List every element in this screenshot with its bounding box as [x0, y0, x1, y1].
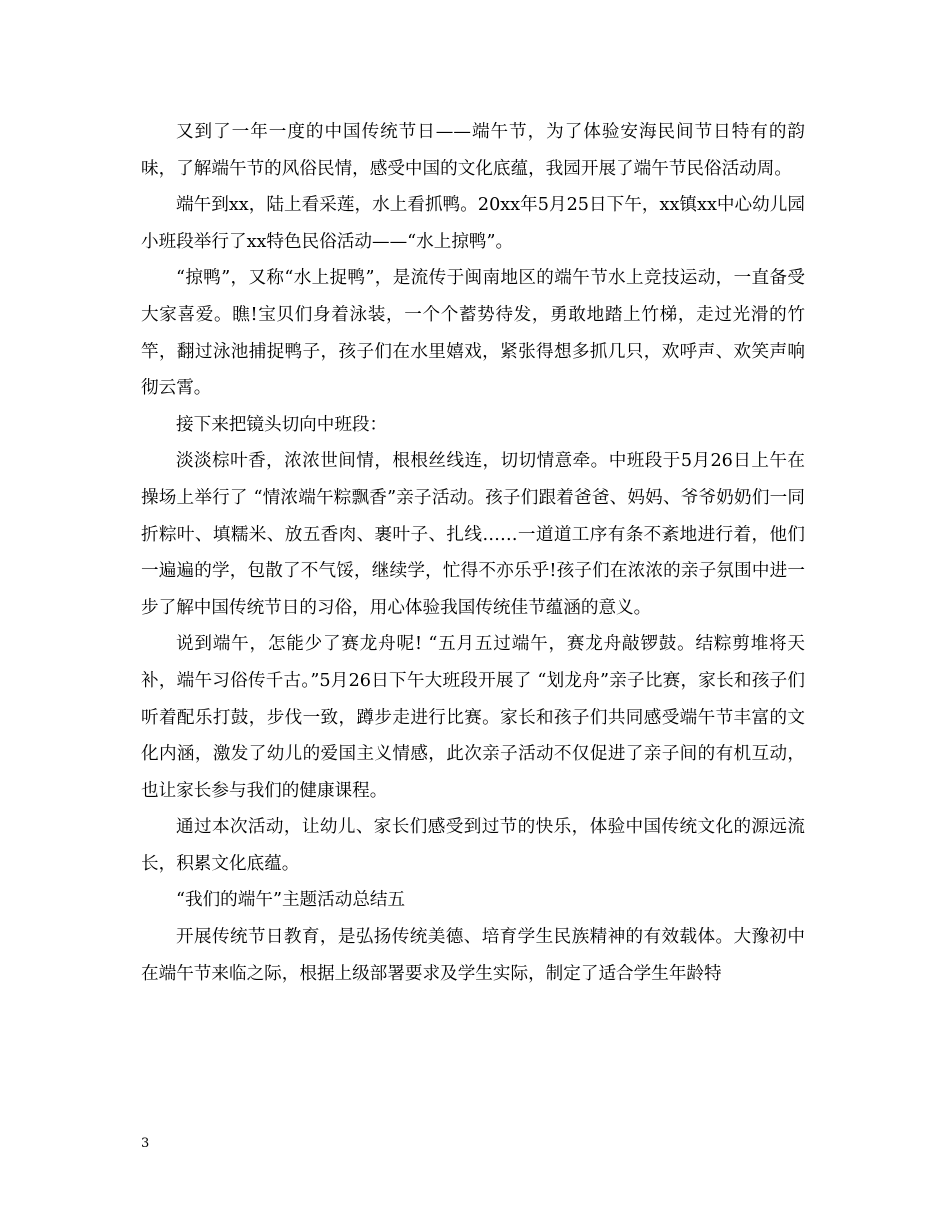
document-body: [141, 114, 805, 992]
paragraph-intro: 又到了一年一度的中国传统节日——端午节，为了体验安海民间节日特有的韵味，了解端午节的风俗民情，感受中国的文化底蕴，我园开展了端午节民俗活动周。: [141, 122, 805, 179]
paragraph-conclusion: 通过本次活动，让幼儿、家长们感受到过节的快乐，体验中国传统文化的源远流长，积累文化底蕴。: [141, 817, 805, 874]
paragraph-middle-class: 淡淡棕叶香，浓浓世间情，根根丝线连，切切情意牵。中班段于5月26日上午在操场上举行了 “情浓端午粽飘香”亲子活动。孩子们跟着爸爸、妈妈、爷爷奶奶们一同折粽叶、填糯米、放五香肉、裹叶子、扎线……一道道工序有条不紊地进行着，他们一遍遍的学，包散了不气馁，继续学，忙得不亦乐乎!孩子们在浓浓的亲子氛围中进一步了解中国传统节日的习俗，用心体验我国传统佳节蕴涵的意义。: [141, 451, 805, 618]
paragraph-section-five: 开展传统节日教育，是弘扬传统美德、培育学生民族精神的有效载体。大豫初中在端午节来临之际，根据上级部署要求及学生实际，制定了适合学生年龄特: [141, 927, 805, 984]
section-heading: “我们的端午”主题活动总结五: [176, 890, 406, 911]
page-number: 3: [141, 1136, 150, 1151]
paragraph-duck-catching: “掠鸭”，又称“水上捉鸭”，是流传于闽南地区的端午节水上竞技运动，一直备受大家喜爱。瞧!宝贝们身着泳装，一个个蓄势待发，勇敢地踏上竹梯，走过光滑的竹竿，翻过泳池捕捉鸭子，孩子们在水里嬉戏，紧张得想多抓几只，欢呼声、欢笑声响彻云霄。: [141, 268, 805, 399]
paragraph-dragon-boat: 说到端午，怎能少了赛龙舟呢! “五月五过端午，赛龙舟敲锣鼓。结粽剪堆将天补，端午习俗传千古。”5月26日下午大班段开展了 “划龙舟”亲子比赛，家长和孩子们听着配乐打鼓，步伐一致，蹲步走进行比赛。家长和孩子们共同感受端午节丰富的文化内涵，激发了幼儿的爱国主义情感，此次亲子活动不仅促进了亲子间的有机互动，也让家长参与我们的健康课程。: [141, 634, 805, 801]
paragraph-small-class: 端午到xx，陆上看采莲，水上看抓鸭。20xx年5月25日下午，xx镇xx中心幼儿园小班段举行了xx特色民俗活动——“水上掠鸭”。: [141, 195, 805, 252]
paragraph-transition: 接下来把镜头切向中班段：: [176, 414, 388, 435]
